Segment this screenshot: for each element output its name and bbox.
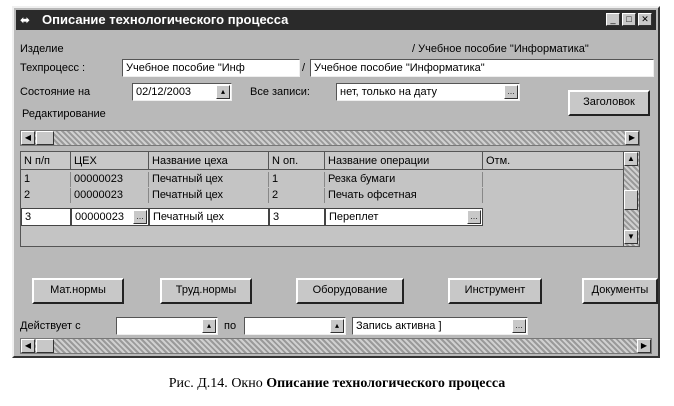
separator-slash: / (302, 62, 306, 74)
mat-norms-button[interactable]: Мат.нормы (32, 278, 124, 304)
scroll-thumb[interactable] (36, 131, 54, 145)
all-records-value: нет, только на дату (340, 86, 438, 98)
scroll-thumb[interactable] (36, 339, 54, 353)
all-records-label: Все записи: (250, 86, 310, 98)
state-date-value: 02/12/2003 (136, 86, 192, 98)
product-label: Изделие (20, 43, 64, 55)
valid-from-field[interactable] (116, 317, 218, 335)
state-date-label: Состояние на (20, 86, 91, 98)
scroll-right-icon[interactable]: ▶ (625, 131, 639, 145)
table-cell[interactable]: Печать офсетная (325, 188, 483, 203)
cell-dropdown-icon[interactable]: … (467, 210, 481, 224)
maximize-button[interactable]: □ (622, 13, 636, 26)
date-spin-icon[interactable]: ▴ (202, 319, 216, 333)
figure-caption (0, 376, 674, 392)
table-cell-edit[interactable] (325, 208, 483, 226)
dropdown-icon[interactable]: … (504, 85, 518, 99)
column-header-mark[interactable]: Отм. (483, 152, 625, 170)
close-button[interactable]: ✕ (638, 13, 652, 26)
cell-value: Переплет (329, 211, 379, 223)
scroll-right-icon[interactable]: ▶ (637, 339, 651, 353)
date-spin-icon[interactable]: ▴ (216, 85, 230, 99)
table-cell[interactable]: 2 (269, 188, 325, 203)
equipment-button[interactable]: Оборудование (296, 278, 404, 304)
table-cell[interactable]: 00000023 (71, 188, 149, 203)
scroll-down-icon[interactable]: ▼ (624, 230, 638, 244)
vertical-scrollbar[interactable] (623, 152, 639, 246)
table-cell[interactable]: 1 (21, 172, 71, 187)
horizontal-scrollbar-top[interactable] (20, 130, 640, 146)
techprocess-name-field[interactable]: Учебное пособие "Информатика" (310, 59, 654, 77)
valid-to-label: по (224, 320, 237, 332)
table-cell[interactable]: 2 (21, 188, 71, 203)
column-header-op-name[interactable]: Название операции (325, 152, 483, 170)
column-header-num[interactable]: N п/п (21, 152, 71, 170)
labor-norms-button[interactable]: Труд.нормы (160, 278, 252, 304)
caption-window-name: Описание технологического процесса (266, 376, 506, 391)
table-cell[interactable]: Печатный цех (149, 172, 269, 187)
column-header-shop-name[interactable]: Название цеха (149, 152, 269, 170)
scroll-left-icon[interactable]: ◀ (21, 131, 35, 145)
title-bar[interactable] (16, 10, 656, 30)
dropdown-icon[interactable]: … (512, 319, 526, 333)
table-cell[interactable]: 00000023 (71, 172, 149, 187)
operations-table (20, 151, 640, 247)
valid-to-field[interactable] (244, 317, 346, 335)
window-title: Описание технологического процесса (42, 12, 289, 27)
column-header-op-num[interactable]: N оп. (269, 152, 325, 170)
table-cell-edit[interactable]: 3 (21, 208, 71, 226)
record-status-select[interactable] (352, 317, 528, 335)
techprocess-label: Техпроцесс : (20, 62, 86, 74)
column-header-shop[interactable]: ЦЕХ (71, 152, 149, 170)
header-button[interactable]: Заголовок (568, 90, 650, 116)
caption-prefix: Рис. Д.14. (168, 376, 228, 391)
all-records-select[interactable] (336, 83, 520, 101)
edit-label: Редактирование (22, 108, 106, 120)
scroll-left-icon[interactable]: ◀ (21, 339, 35, 353)
table-cell-edit[interactable]: 3 (269, 208, 325, 226)
vscroll-thumb[interactable] (624, 190, 638, 210)
record-status-value: Запись активна ] (356, 320, 442, 332)
scroll-up-icon[interactable]: ▲ (624, 152, 638, 166)
table-cell[interactable]: 1 (269, 172, 325, 187)
process-description-window (12, 6, 660, 358)
caption-middle: Окно (227, 376, 267, 391)
tool-button[interactable]: Инструмент (448, 278, 542, 304)
valid-from-label: Действует с (20, 320, 81, 332)
date-spin-icon[interactable]: ▴ (330, 319, 344, 333)
minimize-button[interactable]: _ (606, 13, 620, 26)
table-cell[interactable]: Резка бумаги (325, 172, 483, 187)
documents-button[interactable]: Документы (582, 278, 658, 304)
product-value: / Учебное пособие "Информатика" (412, 43, 589, 55)
cell-dropdown-icon[interactable]: … (133, 210, 147, 224)
state-date-field[interactable] (132, 83, 232, 101)
table-cell-edit[interactable]: Печатный цех (149, 208, 269, 226)
table-cell[interactable]: Печатный цех (149, 188, 269, 203)
cell-value: 00000023 (75, 211, 124, 223)
app-icon[interactable]: ⬌ (20, 13, 31, 27)
techprocess-code-field[interactable]: Учебное пособие "Инф (122, 59, 300, 77)
horizontal-scrollbar-bottom[interactable] (20, 338, 652, 354)
table-cell-edit[interactable] (71, 208, 149, 226)
